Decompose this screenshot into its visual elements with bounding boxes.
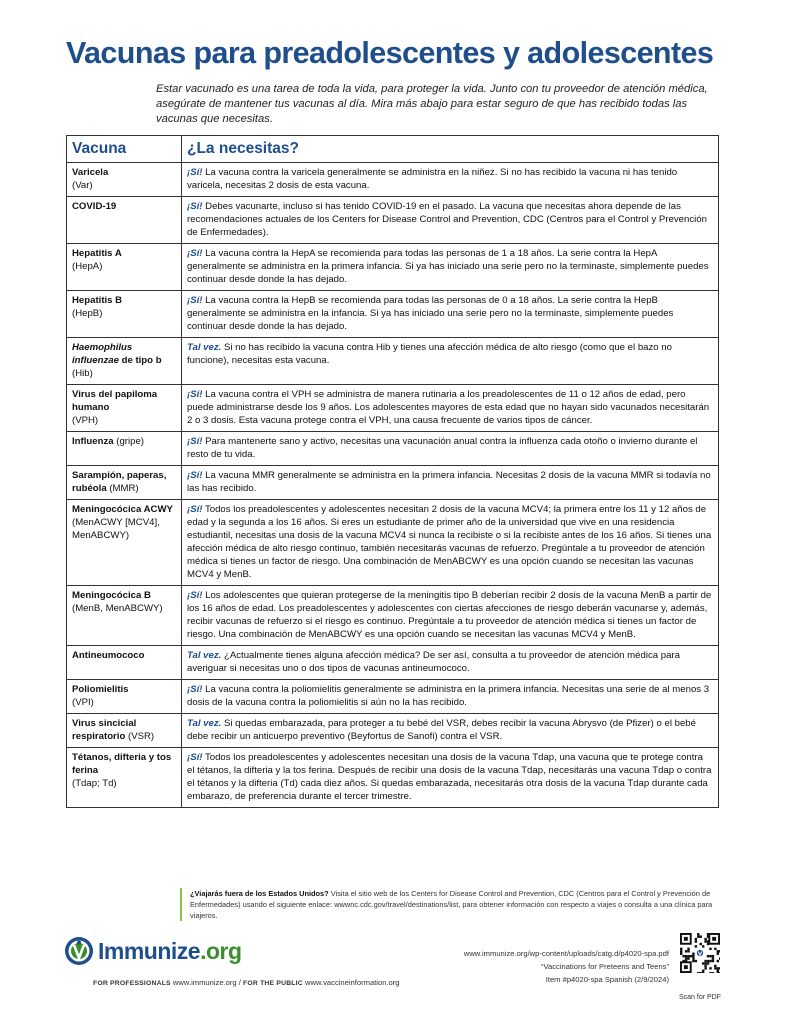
table-row <box>67 586 719 646</box>
answer-text: Todos los preadolescentes y adolescentes necesitan una dosis de la vacuna Tdap, una vacuna que te protege contra el tétanos, la difteria y la tos ferina. Después de recibir una dosis de la vacuna Tdap, necesitarás una vacuna Tdap o contra el tétanos y la difteria (Td) cada diez años. Si quedas embarazada, necesitarás otra dosis de la vacuna Tdap durante cada embarazo, de preferencia durante el tercer trimestre. <box>187 752 712 802</box>
vaccine-info-cell <box>182 500 719 586</box>
travel-note <box>180 888 720 921</box>
answer-text: Para mantenerte sano y activo, necesitas una vacunación anual contra la influenza cada otoño o invierno durante el resto de tu vida. <box>187 436 698 460</box>
vaccine-name-cell <box>67 466 182 500</box>
vaccine-abbr: (gripe) <box>116 436 144 447</box>
citation-url[interactable]: www.immunize.org/wp-content/uploads/catg.d/p4020-spa.pdf <box>463 949 669 958</box>
vaccine-info-cell <box>182 466 719 500</box>
table-row <box>67 432 719 466</box>
vaccine-abbr: (VSR) <box>128 731 155 742</box>
vaccine-name: Virus del papiloma humano <box>72 389 158 413</box>
answer-lead: ¡Sí! <box>187 436 203 447</box>
table-header-row <box>67 136 719 163</box>
vaccine-name: Influenza <box>72 436 114 447</box>
vaccine-info-cell <box>182 714 719 748</box>
vaccine-name-cell <box>67 385 182 432</box>
vaccine-info-cell <box>182 432 719 466</box>
immunize-logo-icon <box>64 936 94 966</box>
table-row <box>67 500 719 586</box>
citation-item: Item #p4020-spa Spanish (2/9/2024) <box>545 975 669 984</box>
table-row <box>67 714 719 748</box>
answer-lead: ¡Sí! <box>187 201 203 212</box>
page-title: Vacunas para preadolescentes y adolescentes <box>66 36 714 70</box>
answer-lead: Tal vez. <box>187 650 222 661</box>
vaccine-abbr: (HepA) <box>72 261 103 272</box>
vaccine-name-cell <box>67 197 182 244</box>
vaccine-info-cell <box>182 385 719 432</box>
vaccine-info-cell <box>182 748 719 808</box>
vaccine-abbr: (MenB, MenABCWY) <box>72 603 163 614</box>
vaccine-name-cell <box>67 714 182 748</box>
vaccine-name-cell <box>67 748 182 808</box>
answer-lead: ¡Sí! <box>187 389 203 400</box>
logo-suffix: .org <box>200 937 242 964</box>
vaccine-name: Hepatitis B <box>72 295 123 306</box>
answer-text: Todos los preadolescentes y adolescentes necesitan 2 dosis de la vacuna MCV4; la primera entre los 11 y 12 años de edad y la segunda a los 16 años. Si eres un estudiante de primer año de la universidad que vive en una residencia estudiantil, necesitas una dosis de la vacuna MCV4 si nunca la recibiste o si la recibiste antes de los 16 años. Si tienes una afección médica de alto riesgo continuo, también necesitarás vacunas de refuerzo. Pregúntale a tu proveedor de atención médica si tienes un factor de riesgo. Una combinación de MenABCWY es una opción cuando se necesitan las vacunas MCV4 y MenB. <box>187 504 712 580</box>
answer-text: Debes vacunarte, incluso si has tenido COVID-19 en el pasado. La vacuna que necesitas ahora depende de las recomendaciones actuales de los Centers for Disease Control and Prevention, CDC (Centros para el Control y Prevención de Enfermedades). <box>187 201 707 238</box>
answer-text: La vacuna contra la poliomielitis generalmente se administra en la primera infancia. Necesitas una serie de al menos 3 dosis de la vacuna contra la poliomielitis si aún no la has recibido. <box>187 684 710 708</box>
intro-text: Estar vacunado es una tarea de toda la vida, para proteger la vida. Junto con tu proveedor de atención médica, asegúrate de mantener tus vacunas al día. Mira más abajo para estar seguro de que has recibido todas las vacunas que necesitas. <box>156 83 708 125</box>
vaccine-abbr: (VPH) <box>72 415 99 426</box>
table-row <box>67 466 719 500</box>
vaccine-table <box>66 135 719 808</box>
answer-text: La vacuna contra la HepA se recomienda para todas las personas de 1 a 18 años. La serie contra la HepA generalmente se administra en la primera infancia. Si ya has iniciado una serie pero no la terminaste, simplemente puedes continuar desde donde la has dejado. <box>187 248 709 285</box>
vaccine-info-cell <box>182 586 719 646</box>
answer-text: La vacuna contra la HepB se recomienda para todas las personas de 0 a 18 años. La serie contra la HepB generalmente se administra en la infancia. Si ya has iniciado una serie pero no la terminaste, simplemente puedes continuar desde donde la has dejado. <box>187 295 674 332</box>
vaccine-abbr: (Hib) <box>72 368 93 379</box>
vaccine-name: Meningocócica ACWY <box>72 504 173 515</box>
vaccine-name: Antineumococo <box>72 650 145 661</box>
vaccine-info-cell <box>182 680 719 714</box>
answer-text: Los adolescentes que quieran protegerse de la meningitis tipo B deberían recibir 2 dosis de la vacuna MenB a partir de los 16 años de edad. Los preadolescentes y adolescentes con ciertas afecciones de riesgo deberán vacunarse y, además, recibir vacunas de refuerzo si el riesgo es continuo. Pregúntale a tu proveedor de atención médica si tienes un factor de riesgo. Una combinación de MenABCWY es una opción cuando se necesitan las vacunas MCV4 y MenB. <box>187 590 712 640</box>
immunize-logo[interactable] <box>64 936 242 966</box>
vaccine-name: Meningocócica B <box>72 590 151 601</box>
vaccine-name: Hepatitis A <box>72 248 122 259</box>
vaccine-name: COVID-19 <box>72 201 117 212</box>
table-row <box>67 163 719 197</box>
vaccine-info-cell <box>182 338 719 385</box>
vaccine-abbr: (MMR) <box>109 483 139 494</box>
vaccine-name-cell <box>67 586 182 646</box>
answer-lead: ¡Sí! <box>187 470 203 481</box>
header-need: ¿La necesitas? <box>182 136 719 163</box>
citation-title: “Vaccinations for Preteens and Teens” <box>540 962 669 971</box>
qr-code-icon[interactable] <box>680 933 720 973</box>
answer-text: Si no has recibido la vacuna contra Hib y tienes una afección médica de alto riesgo (como que el bazo no funcione), necesitas esta vacuna. <box>187 342 672 366</box>
answer-lead: ¡Sí! <box>187 167 203 178</box>
answer-lead: ¡Sí! <box>187 752 203 763</box>
table-row <box>67 197 719 244</box>
answer-lead: ¡Sí! <box>187 248 203 259</box>
vaccine-info-cell <box>182 244 719 291</box>
answer-lead: ¡Sí! <box>187 684 203 695</box>
header-vaccine: Vacuna <box>67 136 182 163</box>
table-row <box>67 646 719 680</box>
vaccine-name: Tétanos, difteria y tos ferina <box>72 752 172 776</box>
logo-name: Immunize <box>98 937 201 964</box>
vaccine-name: Poliomielitis <box>72 684 129 695</box>
vaccine-name-cell <box>67 646 182 680</box>
vaccine-name-rest: de tipo b <box>118 355 162 366</box>
table-row <box>67 291 719 338</box>
public-link[interactable]: www.vaccineinformation.org <box>304 978 400 987</box>
vaccine-name-cell <box>67 244 182 291</box>
vaccine-name-cell <box>67 338 182 385</box>
vaccine-name-cell <box>67 291 182 338</box>
answer-lead: Tal vez. <box>187 718 222 729</box>
vaccine-name-cell <box>67 163 182 197</box>
vaccine-info-cell <box>182 197 719 244</box>
vaccine-name-cell <box>67 680 182 714</box>
vaccine-abbr: (HepB) <box>72 308 103 319</box>
vaccine-info-cell <box>182 646 719 680</box>
vaccine-name: Virus sincicial respiratorio <box>72 718 137 742</box>
qr-caption: Scan for PDF <box>679 994 722 1001</box>
travel-note-text: Visita el sitio web de los Centers for Disease Control and Prevention, CDC (Centros para el Control y Prevención de Enfermedades) usando el siguiente enlace: wwwnc.cdc.gov/travel/destinations/list, para obtener información con respecto a viajes o consulta a una clínica para viajeros. <box>190 889 713 920</box>
table-row <box>67 338 719 385</box>
vaccine-info-cell <box>182 163 719 197</box>
professionals-label: FOR PROFESSIONALS <box>93 980 171 987</box>
footer-separator: / <box>238 978 241 987</box>
table-row <box>67 748 719 808</box>
citation <box>464 947 669 986</box>
vaccine-info-cell <box>182 291 719 338</box>
answer-lead: ¡Sí! <box>187 295 203 306</box>
vaccine-abbr: (Tdap; Td) <box>72 778 117 789</box>
footer-links <box>93 978 400 987</box>
vaccine-abbr: (MenACWY [MCV4], MenABCWY) <box>72 517 160 541</box>
answer-text: Si quedas embarazada, para proteger a tu bebé del VSR, debes recibir la vacuna Abrysvo (de Pfizer) o el bebé debe recibir un anticuerpo preventivo (Beyfortus de Sanofi) contra el VSR. <box>187 718 696 742</box>
answer-lead: ¡Sí! <box>187 504 203 515</box>
professionals-link[interactable]: www.immunize.org <box>172 978 237 987</box>
table-row <box>67 385 719 432</box>
vaccine-name: Sarampión, paperas, rubéola <box>72 470 167 494</box>
answer-lead: ¡Sí! <box>187 590 203 601</box>
vaccine-name: Varicela <box>72 167 109 178</box>
vaccine-name-cell <box>67 432 182 466</box>
table-row <box>67 244 719 291</box>
travel-note-lead: ¿Viajarás fuera de los Estados Unidos? <box>190 889 329 898</box>
vaccine-abbr: (Var) <box>72 180 93 191</box>
public-label: FOR THE PUBLIC <box>243 980 303 987</box>
answer-text: La vacuna MMR generalmente se administra en la primera infancia. Necesitas 2 dosis de la vacuna MMR si todavía no las has recibido. <box>187 470 711 494</box>
answer-text: ¿Actualmente tienes alguna afección médica? De ser así, consulta a tu proveedor de atención médica para averiguar si necesitas uno o dos tipos de vacunas antineumococo. <box>187 650 680 674</box>
vaccine-name-italic: Haemophilus influenzae <box>72 342 133 366</box>
answer-text: La vacuna contra el VPH se administra de manera rutinaria a los preadolescentes de 11 o 12 años de edad, pero puede administrarse desde los 9 años. Los adolescentes mayores de esta edad que no hayan sido vacunados necesitarán 2 o 3 dosis. Esta vacuna protege contra el VPH, una causa frecuente de varios tipos de cáncer. <box>187 389 710 426</box>
answer-lead: Tal vez. <box>187 342 222 353</box>
vaccine-abbr: (VPI) <box>72 697 94 708</box>
answer-text: La vacuna contra la varicela generalmente se administra en la niñez. Si no has recibido la vacuna ni has tenido varicela, necesitas 2 dosis de esta vacuna. <box>187 167 678 191</box>
vaccine-name-cell <box>67 500 182 586</box>
table-row <box>67 680 719 714</box>
logo-wordmark <box>98 938 242 965</box>
